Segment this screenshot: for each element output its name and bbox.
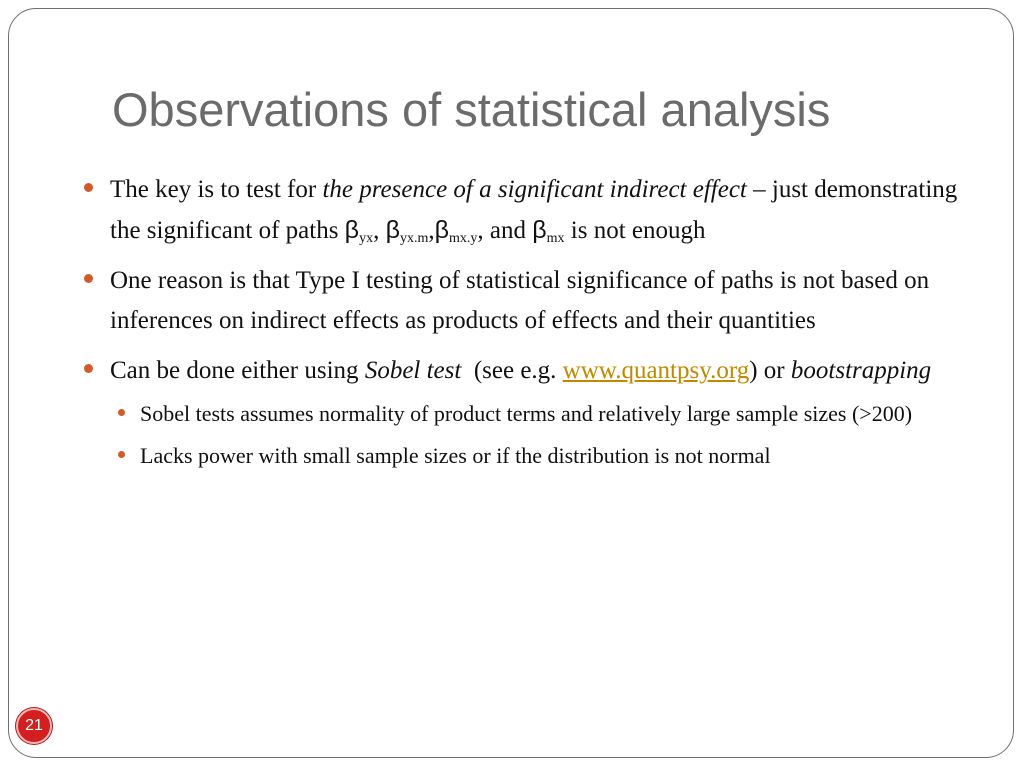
bullet-text: Can be done either using (110, 357, 365, 384)
page-number-badge: 21 (16, 708, 52, 744)
bullet-text: (see e.g. (461, 357, 563, 384)
sub-bullet-item-power (84, 437, 964, 475)
bullet-text: – just demonstrating the significant of paths (110, 176, 958, 244)
separator: , and (477, 217, 533, 244)
slide-content (84, 170, 964, 479)
bullet-dot-icon (118, 409, 125, 416)
sub-bullet-text: Lacks power with small sample sizes or if the distribution is not normal (140, 443, 771, 468)
bullet-text: is not enough (564, 217, 706, 244)
beta-subscript: yx (359, 231, 374, 246)
beta-symbol: β (532, 216, 547, 244)
bullet-text: ) or (749, 357, 791, 384)
bullet-dot-icon (118, 451, 125, 458)
separator: , (428, 217, 435, 244)
sub-bullet-item-sobel (84, 395, 964, 433)
bullet-item-key-test (84, 170, 964, 251)
bullet-italic-text: Sobel test (364, 357, 462, 384)
bullet-text: One reason is that Type I testing of statistical significance of paths is not based on inferences on indirect effects as products of effects and their quantities (110, 267, 930, 334)
bullet-dot-icon (84, 364, 93, 373)
beta-subscript: yx.m (399, 231, 429, 246)
bullet-item-reason (84, 261, 964, 341)
bullet-dot-icon (84, 274, 93, 283)
beta-subscript: mx (546, 231, 565, 246)
bullet-italic-text: bootstrapping (790, 357, 932, 384)
beta-subscript: mx.y (448, 231, 478, 246)
sub-bullet-text: Sobel tests assumes normality of product terms and relatively large sample sizes (>200) (140, 401, 913, 426)
beta-symbol: β (344, 216, 360, 244)
bullet-text: The key is to test for (110, 176, 323, 203)
beta-symbol: β (434, 216, 449, 244)
beta-symbol: β (385, 216, 400, 244)
bullet-dot-icon (84, 183, 93, 192)
bullet-item-methods (84, 351, 964, 391)
slide-title: Observations of statistical analysis (112, 83, 831, 136)
quantpsy-link[interactable]: www.quantpsy.org (562, 357, 750, 384)
separator: , (373, 217, 386, 244)
bullet-italic-text: the presence of a significant indirect effect (322, 176, 747, 203)
